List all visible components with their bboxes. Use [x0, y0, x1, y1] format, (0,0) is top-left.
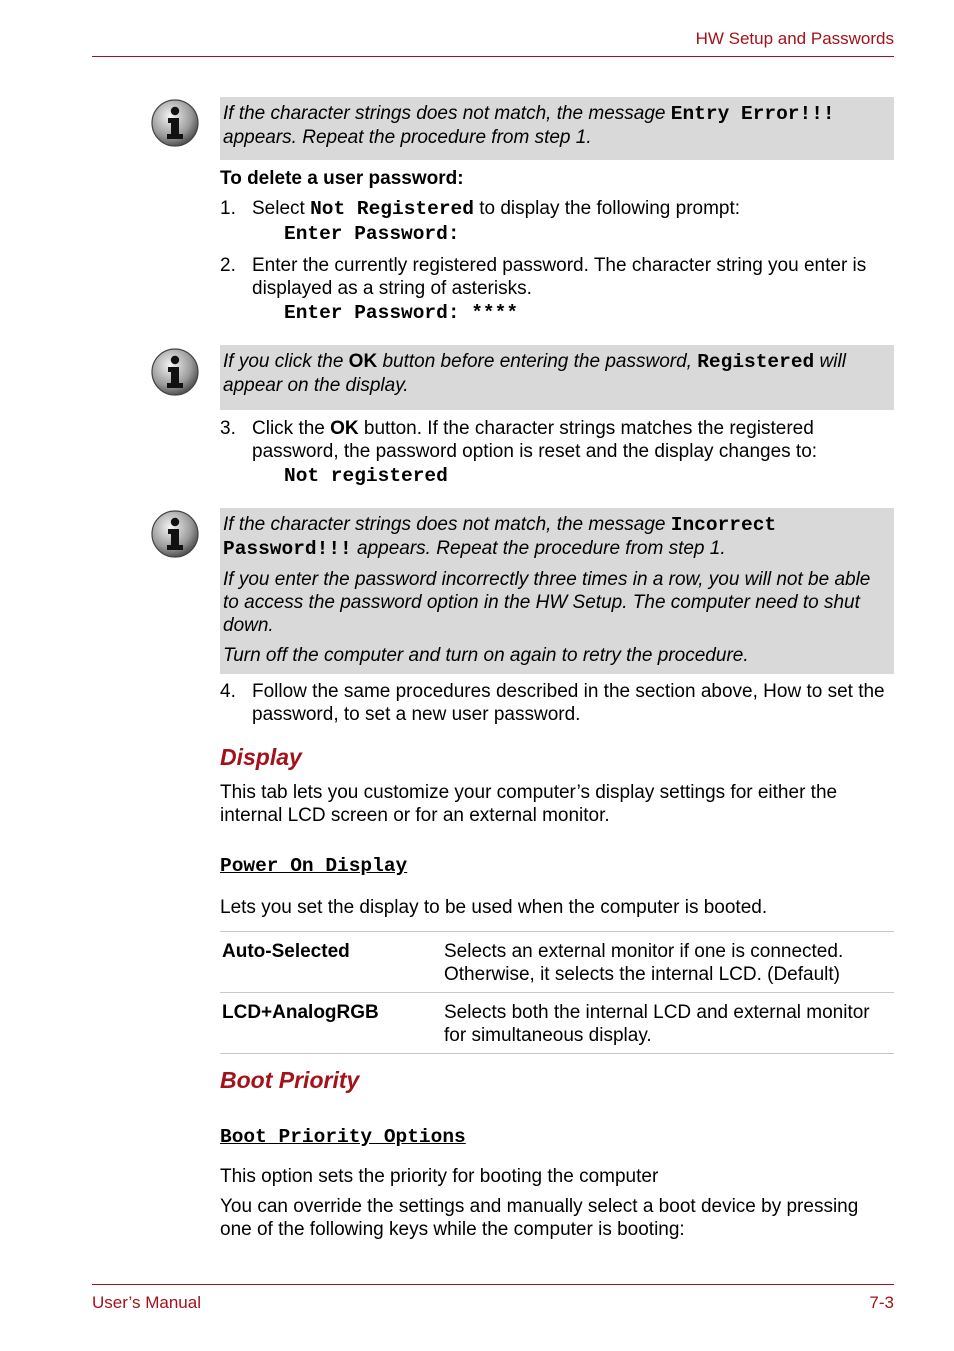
prompt-code: Enter Password:: [284, 223, 460, 245]
boot-priority-p1: This option sets the priority for booting the computer: [220, 1166, 659, 1187]
power-on-display-desc: Lets you set the display to be used when the computer is booted.: [220, 897, 768, 918]
note-text: will appear on the display.: [223, 351, 846, 396]
table-row: [220, 992, 894, 1054]
error-message-code: Incorrect Password!!!: [223, 514, 777, 560]
note-text: If you click the: [223, 351, 349, 372]
step-text: Select: [252, 198, 311, 219]
running-header: HW Setup and Passwords: [695, 29, 894, 48]
option-name: Auto-Selected: [222, 941, 350, 962]
note-box-incorrect-password: [220, 508, 894, 674]
note-text: appears. Repeat the procedure from step 1.: [351, 538, 726, 559]
step-text: Enter the currently registered password. The character string you enter is displayed as a string of asterisks.: [252, 255, 867, 299]
note-box-ok-button: [220, 345, 894, 410]
note-text: If the character strings does not match, the message: [223, 514, 671, 535]
step-number: 2.: [220, 255, 236, 276]
step-text: Click the: [252, 418, 331, 439]
note-text: button before entering the password,: [377, 351, 698, 372]
note-text: If you enter the password incorrectly three times in a row, you will not be able to access the password option in the HW Setup. The computer need to shut down.: [223, 569, 871, 636]
note-box-entry-error: [220, 97, 894, 160]
option-description: Selects both the internal LCD and external monitor for simultaneous display.: [444, 1002, 870, 1046]
step-text: button. If the character strings matches the registered password, the password option is reset and the display changes to:: [252, 418, 818, 462]
boot-priority-section-heading: Boot Priority: [220, 1067, 360, 1093]
header-rule: [92, 56, 894, 57]
boot-priority-options-heading: Boot Priority Options: [220, 1126, 466, 1148]
step-text: to display the following prompt:: [473, 198, 741, 219]
info-icon: [150, 509, 200, 559]
registered-code: Registered: [697, 351, 815, 373]
footer-manual-title: User’s Manual: [92, 1293, 201, 1312]
info-icon: [150, 347, 200, 397]
delete-password-heading: To delete a user password:: [220, 168, 464, 189]
prompt-code: Enter Password: ****: [284, 302, 519, 324]
option-description: Selects an external monitor if one is connected. Otherwise, it selects the internal LCD. (Default): [444, 941, 844, 985]
error-message-code: Entry Error!!!: [670, 103, 835, 125]
step-text: Follow the same procedures described in the section above, How to set the password, to set a new user password.: [252, 681, 885, 725]
step-number: 3.: [220, 418, 236, 439]
power-on-display-heading: Power On Display: [220, 855, 408, 877]
display-section-heading: Display: [220, 744, 302, 770]
note-text: appears. Repeat the procedure from step 1.: [223, 127, 592, 148]
boot-priority-p2: You can override the settings and manually select a boot device by pressing one of the following keys while the computer is booting:: [220, 1196, 859, 1240]
table-row: [220, 931, 894, 992]
option-code: Not Registered: [310, 198, 474, 220]
note-text: Turn off the computer and turn on again to retry the procedure.: [223, 645, 749, 666]
ok-label: OK: [348, 351, 378, 372]
info-icon: [150, 98, 200, 148]
display-intro: This tab lets you customize your computer’s display settings for either the internal LCD screen or for an external monitor.: [220, 782, 838, 826]
page-number: 7-3: [869, 1293, 894, 1312]
display-options-table: [220, 931, 894, 1054]
step-number: 1.: [220, 198, 236, 219]
option-name: LCD+AnalogRGB: [222, 1002, 379, 1023]
footer-rule: [92, 1284, 894, 1285]
note-text: If the character strings does not match, the message: [223, 103, 671, 124]
step-number: 4.: [220, 681, 236, 702]
ok-label: OK: [330, 418, 359, 439]
prompt-code: Not registered: [284, 465, 448, 487]
